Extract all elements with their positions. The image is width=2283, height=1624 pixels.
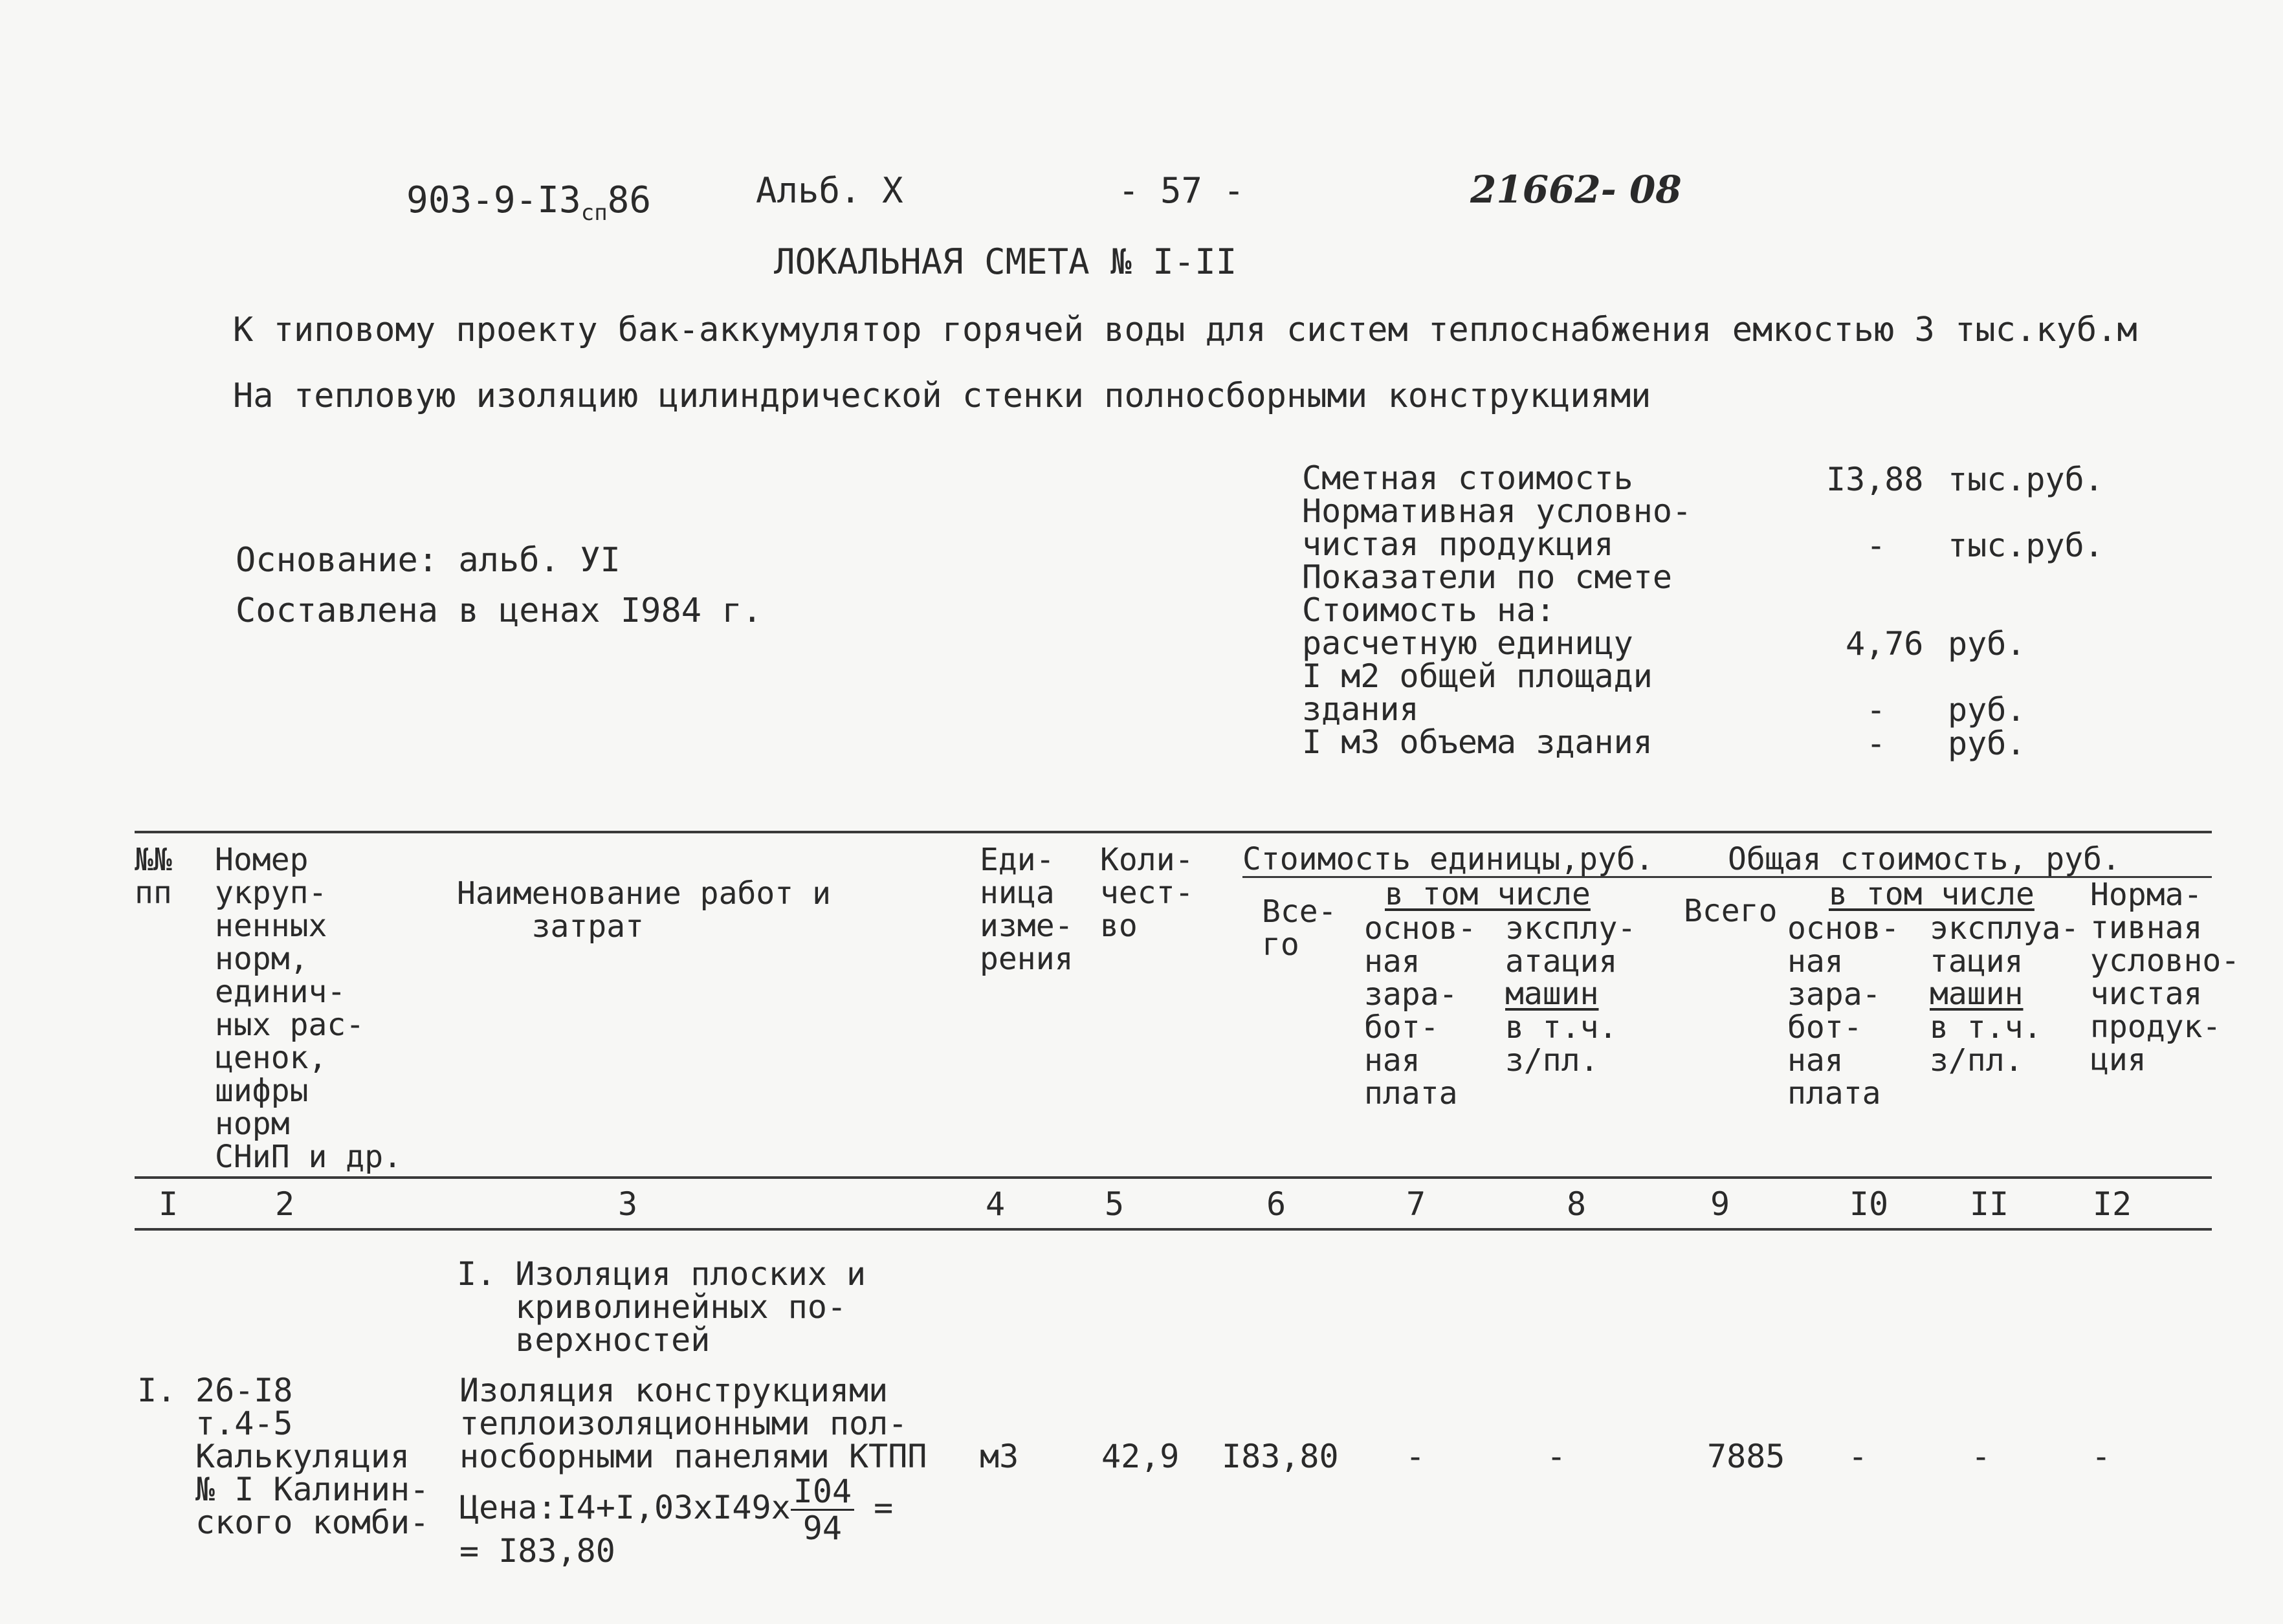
document-code-subscript: сп: [580, 200, 608, 226]
row-total: 7885: [1707, 1438, 1785, 1475]
summary-labels: Сметная стоимость Нормативная условно- чистая продукция Показатели по смете Стоимость на: расчетную единицу I м2 общей площади здания I м3 объема здания: [1302, 459, 1692, 761]
column-number-2: 2: [274, 1185, 295, 1223]
column-number-12: I2: [2092, 1185, 2132, 1223]
col-header-name: Наименование работ и затрат: [457, 875, 831, 945]
price-numerator: I04: [791, 1475, 854, 1511]
column-number-10: I0: [1849, 1185, 1889, 1223]
row-unit-wage: -: [1406, 1438, 1426, 1475]
col-header-number: №№ пп: [135, 842, 172, 911]
total-cost-group-header: Общая стоимость, руб.: [1728, 841, 2121, 877]
col-header-total-wage: основ- ная зара- бот- ная плата: [1787, 910, 1900, 1112]
row-total-machines: -: [1971, 1438, 1991, 1475]
album-label: Альб. X: [756, 170, 903, 211]
price-equals: =: [874, 1489, 894, 1526]
column-number-7: 7: [1406, 1185, 1426, 1223]
column-number-4: 4: [985, 1185, 1006, 1223]
column-number-8: 8: [1566, 1185, 1587, 1223]
row-unit: м3: [980, 1438, 1019, 1475]
col-header-nucp: Норма- тивная условно- чистая продук- ция: [2090, 877, 2240, 1078]
row-quantity: 42,9: [1101, 1438, 1180, 1475]
section-title: I. Изоляция плоских и криволинейных по- верхностей: [457, 1255, 866, 1359]
price-prefix: Цена:I4+I,03хI49х: [459, 1489, 791, 1526]
table-top-rule: [135, 831, 2212, 833]
summary-estimate-value: I3,88: [1826, 461, 1924, 498]
unit-incl-header: в том числе: [1385, 876, 1591, 912]
basis-line: Основание: альб. УI: [236, 541, 621, 580]
total-incl-header: в том числе: [1829, 876, 2035, 912]
row-norm: 26-I8 т.4-5 Калькуляция № I Калинин- ского комби-: [195, 1372, 430, 1541]
summary-per-m3-value: -: [1866, 725, 1886, 762]
document-code-main: 903-9-I3: [406, 179, 581, 221]
document-code-suffix: 86: [607, 179, 652, 221]
column-number-9: 9: [1710, 1185, 1730, 1223]
page-title: ЛОКАЛЬНАЯ СМЕТА № I-II: [774, 241, 1237, 282]
row-nucp: -: [2091, 1438, 2112, 1475]
summary-nucp-unit: тыс.руб.: [1948, 527, 2104, 564]
summary-per-m3-unit: руб.: [1948, 725, 2026, 762]
column-number-11: II: [1969, 1185, 2009, 1223]
summary-per-m2-value: -: [1866, 691, 1886, 729]
summary-per-m2-unit: руб.: [1948, 691, 2026, 729]
row-unit-machines: -: [1547, 1438, 1567, 1475]
price-denominator: 94: [802, 1509, 843, 1547]
project-line: К типовому проекту бак-аккумулятор горячей воды для систем теплоснабжения емкостью 3 тыс.куб.м: [233, 311, 2137, 349]
table-header-bottom-rule: [135, 1176, 2212, 1179]
column-numbers-bottom-rule: [135, 1228, 2212, 1231]
col-header-unit-wage: основ- ная зара- бот- ная плата: [1364, 910, 1477, 1112]
row-name: Изоляция конструкциями теплоизоляционными пол- носборными панелями КТПП: [459, 1372, 927, 1475]
col-header-unit-total: Все- го: [1262, 894, 1337, 963]
handwritten-number: 21662- 08: [1470, 168, 1682, 212]
column-number-3: 3: [617, 1185, 638, 1223]
row-total-wage: -: [1848, 1438, 1868, 1475]
col-header-total-machines-bot: в т.ч. з/пл.: [1930, 1009, 2042, 1079]
work-line: На тепловую изоляцию цилиндрической стенки полносборными конструкциями: [233, 377, 1651, 415]
col-header-unit-machines-top: эксплу- атация: [1505, 910, 1637, 980]
column-number-5: 5: [1104, 1185, 1125, 1223]
col-header-unit: Еди- ница изме- рения: [980, 842, 1074, 977]
prices-line: Составлена в ценах I984 г.: [236, 591, 762, 630]
col-header-total: Всего: [1684, 893, 1778, 929]
col-header-unit-machines-bot: в т.ч. з/пл.: [1505, 1009, 1618, 1079]
page-number: - 57 -: [1118, 170, 1245, 211]
summary-per-unit-unit: руб.: [1948, 625, 2026, 663]
col-header-unit-machines-mid: машин: [1505, 976, 1599, 1012]
column-number-6: 6: [1266, 1185, 1286, 1223]
col-header-quantity: Коли- чест- во: [1100, 842, 1194, 944]
document-code: [406, 179, 652, 226]
row-unit-total: I83,80: [1222, 1438, 1339, 1475]
row-price-result: = I83,80: [459, 1532, 615, 1570]
summary-estimate-unit: тыс.руб.: [1948, 461, 2104, 498]
summary-per-unit-value: 4,76: [1846, 625, 1924, 663]
price-fraction: [791, 1473, 854, 1547]
summary-nucp-value: -: [1866, 527, 1886, 564]
column-number-1: I: [158, 1185, 179, 1223]
col-header-total-machines-mid: машин: [1930, 976, 2024, 1012]
col-header-norm: Номер укруп- ненных норм, единич- ных рас- ценок, шифры норм СНиП и др.: [215, 842, 402, 1175]
col-header-total-machines-top: эксплуа- тация: [1930, 910, 2080, 980]
row-number: I.: [137, 1372, 177, 1409]
unit-cost-group-header: Стоимость единицы,руб.: [1242, 841, 1654, 877]
